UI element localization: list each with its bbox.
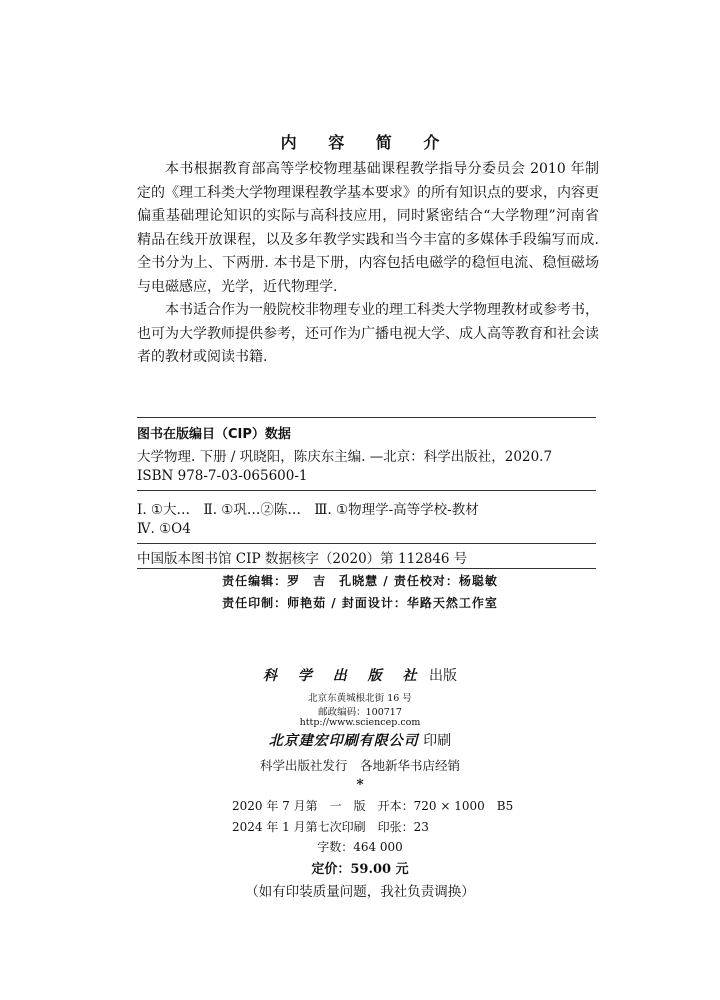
cip-top-rule (137, 417, 596, 418)
credits-editors: 责任编辑：罗 吉 孔晓慧 / 责任校对：杨聪敏 (222, 574, 498, 588)
summary-paragraph-2: 本书适合作为一般院校非物理专业的理工科类大学物理教材或参考书，也可为大学教师提供参考，还可作为广播电视大学、成人高等教育和社会读者的教材或阅读书籍. (137, 302, 599, 365)
cip-lower-rule (137, 543, 596, 544)
publisher-line (0, 665, 720, 685)
edition-line-2: 2024 年 1 月第七次印刷 印张：23 (232, 820, 429, 834)
cip-bottom-rule (137, 568, 596, 569)
distribution-line: 科学出版社发行 各地新华书店经销 (259, 758, 460, 773)
asterisk-separator: * (356, 777, 364, 793)
word-count: 字数：464 000 (317, 840, 403, 854)
publisher-address: 北京东黄城根北街 16 号 (308, 693, 412, 704)
summary-heading: 内 容 简 介 (280, 133, 453, 152)
publisher-suffix: 出版 (428, 668, 457, 684)
price: 定价：59.00 元 (311, 862, 409, 877)
cip-line-1: 大学物理. 下册 / 巩晓阳，陈庆东主编. —北京：科学出版社，2020.7 (137, 449, 553, 465)
publisher-website: http://www.sciencep.com (299, 717, 421, 728)
cip-classification-2: Ⅳ. ①O4 (137, 521, 191, 537)
printer-line (0, 730, 720, 750)
summary-paragraph-1: 本书根据教育部高等学校物理基础课程教学指导分委员会 2010 年制定的《理工科类大学物理课程教学基本要求》的所有知识点的要求，内容更偏重基础理论知识的实际与高科技应用，同时紧密结合“大学物理”河南省精品在线开放课程，以及多年教学实践和当今丰富的多媒体手段编写而成. 全书分为上、下两册. 本书是下册，内容包括电磁学的稳恒电流、稳恒磁场与电磁感应，光学，近代物理学. (137, 161, 599, 295)
publisher-name: 科 学 出 版 社 (263, 668, 425, 684)
credits-production: 责任印制：师艳茹 / 封面设计：华路天然工作室 (222, 596, 498, 610)
cip-title: 图书在版编目（CIP）数据 (137, 427, 291, 442)
printer-suffix: 印刷 (423, 733, 452, 749)
edition-line-1: 2020 年 7 月第 一 版 开本：720 × 1000 B5 (232, 799, 514, 813)
content-summary (137, 158, 599, 370)
quality-note: （如有印装质量问题，我社负责调换） (245, 884, 475, 900)
cip-middle-rule (137, 490, 596, 491)
publisher-postcode: 邮政编码：100717 (318, 707, 402, 718)
printer-name: 北京建宏印刷有限公司 (268, 733, 419, 749)
cip-verification: 中国版本图书馆 CIP 数据核字（2020）第 112846 号 (137, 551, 468, 567)
cip-isbn: ISBN 978-7-03-065600-1 (137, 468, 308, 484)
cip-classification-1: Ⅰ. ①大… Ⅱ. ①巩…②陈… Ⅲ. ①物理学-高等学校-教材 (137, 502, 479, 518)
